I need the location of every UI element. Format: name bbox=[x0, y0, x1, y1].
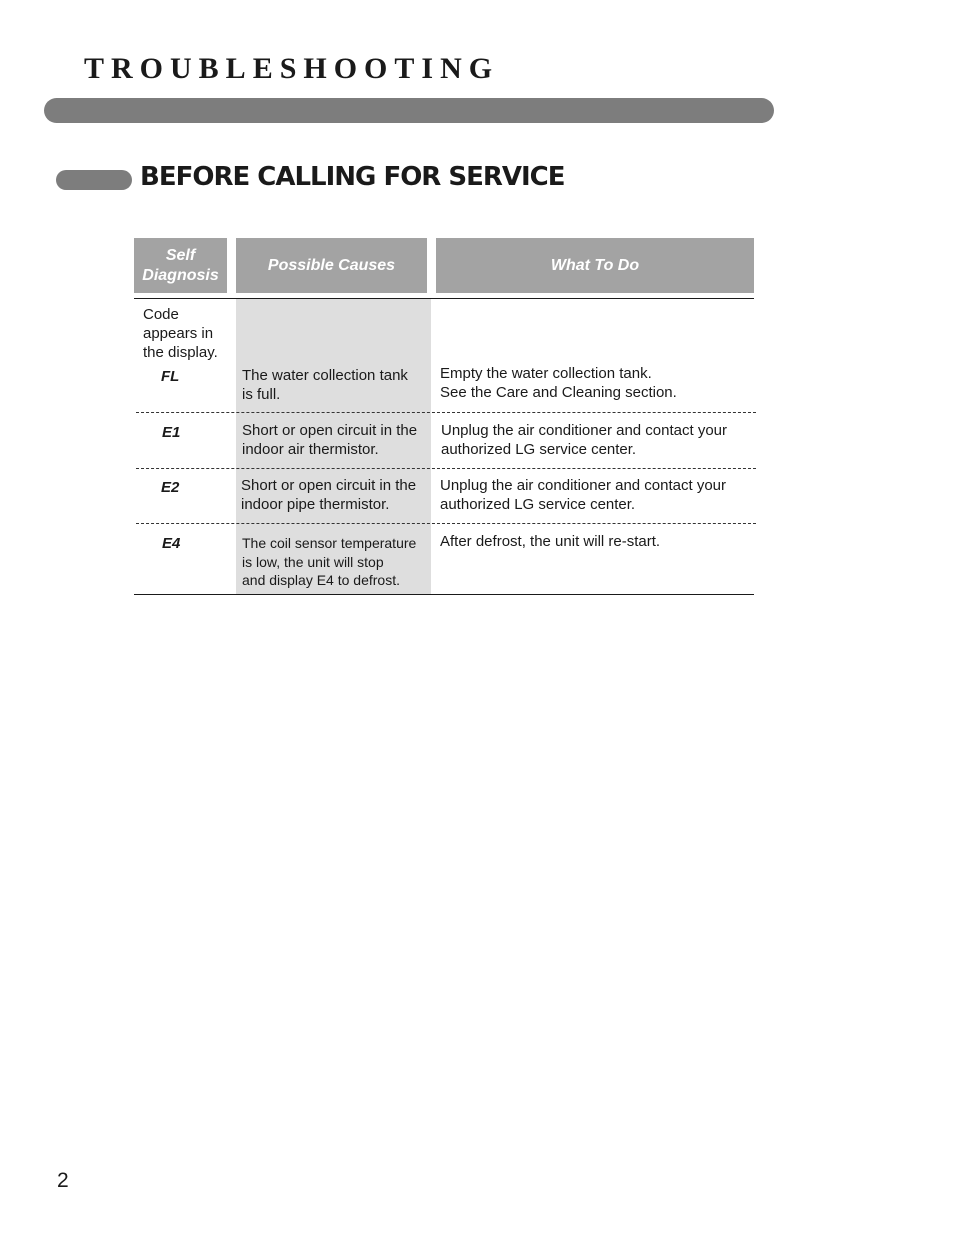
header-self-line1: Self bbox=[165, 246, 196, 264]
todo-fl: Empty the water collection tank. See the Care and Cleaning section. bbox=[440, 365, 677, 401]
section-marker bbox=[56, 170, 132, 190]
section-title: BEFORE CALLING FOR SERVICE bbox=[140, 162, 565, 192]
error-code-fl: FL bbox=[161, 368, 180, 385]
cause-e2: Short or open circuit in the indoor pipe thermistor. bbox=[241, 477, 417, 513]
header-possible-causes: Possible Causes bbox=[236, 238, 427, 293]
header-self-line2: Diagnosis bbox=[142, 266, 219, 284]
todo-e1: Unplug the air conditioner and contact your authorized LG service center. bbox=[441, 422, 728, 458]
row-divider bbox=[136, 468, 756, 469]
row-divider bbox=[136, 412, 756, 413]
table-top-rule bbox=[134, 298, 754, 299]
page-number: 2 bbox=[57, 1169, 69, 1192]
row-divider bbox=[136, 523, 756, 524]
cause-e1: Short or open circuit in the indoor air thermistor. bbox=[242, 422, 418, 458]
table-bottom-rule bbox=[134, 594, 754, 595]
cause-e4: The coil sensor temperature is low, the unit will stop and display E4 to defrost. bbox=[242, 535, 417, 588]
code-intro-text: Code appears in the display. bbox=[143, 306, 218, 361]
header-what-to-do: What To Do bbox=[436, 238, 754, 293]
todo-e2: Unplug the air conditioner and contact your authorized LG service center. bbox=[440, 477, 727, 513]
error-code-e1: E1 bbox=[162, 424, 181, 441]
chapter-title: TROUBLESHOOTING bbox=[84, 52, 500, 85]
error-code-e2: E2 bbox=[161, 479, 180, 496]
cause-fl: The water collection tank is full. bbox=[242, 367, 408, 403]
header-self-diagnosis bbox=[134, 238, 227, 293]
chapter-header-bar bbox=[44, 98, 774, 123]
error-code-e4: E4 bbox=[162, 535, 181, 552]
todo-e4: After defrost, the unit will re-start. bbox=[440, 533, 661, 550]
